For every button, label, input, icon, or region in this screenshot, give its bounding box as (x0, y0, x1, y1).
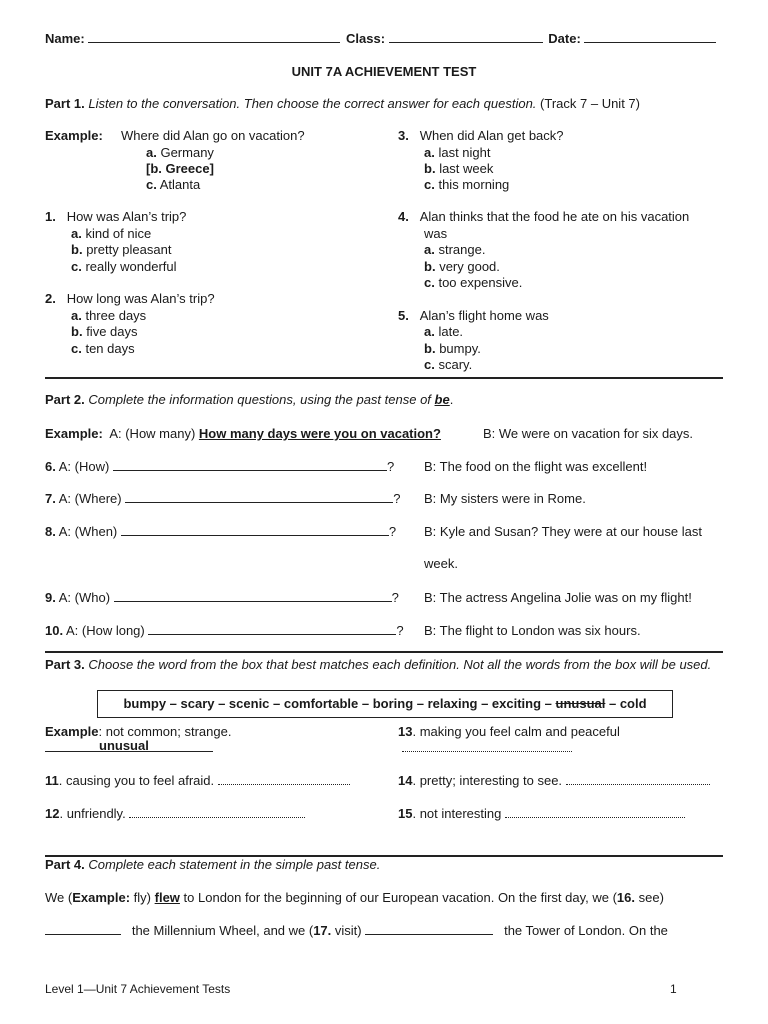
q3-option-c[interactable]: c. this morning (424, 177, 510, 192)
q2-option-b[interactable]: b. five days (71, 324, 138, 339)
q1-option-a[interactable]: a. kind of nice (71, 226, 152, 241)
question-2: 2. How long was Alan’s trip? (45, 291, 215, 306)
q5-option-c[interactable]: c. scary. (424, 357, 473, 372)
part2-item-10: 10. A: (How long) ? (45, 623, 404, 638)
q2-option-a[interactable]: a. three days (71, 308, 147, 323)
part2-example-response: B: We were on vacation for six days. (483, 426, 694, 441)
answer-field-11[interactable] (218, 773, 350, 785)
part3-item-13-line (402, 740, 572, 756)
answer-field-15[interactable] (505, 806, 685, 818)
part2-response-8-cont: week. (424, 556, 458, 571)
part3-item-14: 14. pretty; interesting to see. (398, 773, 710, 789)
part2-item-9: 9. A: (Who) ? (45, 590, 399, 605)
part2-response-9: B: The actress Angelina Jolie was on my flight! (424, 590, 692, 605)
part3-example-answer: unusual (99, 738, 149, 753)
part4-line-2: the Millennium Wheel, and we (17. visit) the Tower of London. On the (45, 923, 723, 939)
part4-line-1: We (Example: fly) flew to London for the beginning of our European vacation. On the first day, we (16. see) (45, 890, 664, 905)
question-1: 1. How was Alan’s trip? (45, 209, 187, 224)
part1-label: Part 1. (45, 96, 85, 111)
part1-instructions (45, 96, 640, 112)
q4-option-a[interactable]: a. strange. (424, 242, 486, 257)
part3-instructions: Part 3. Choose the word from the box that best matches each definition. Not all the words from the box will be used. (45, 657, 712, 672)
section-divider (45, 651, 723, 653)
class-field[interactable] (389, 31, 543, 43)
part2-item-6: 6. A: (How) ? (45, 459, 395, 474)
q5-option-a[interactable]: a. late. (424, 324, 464, 339)
part3-example-answer-line (45, 740, 213, 756)
part3-item-13: 13. making you feel calm and peaceful (398, 724, 620, 739)
part2-response-7: B: My sisters were in Rome. (424, 491, 586, 506)
q3-option-b[interactable]: b. last week (424, 161, 494, 176)
struck-word: unusual (555, 696, 606, 711)
part2-keyword: be (434, 392, 450, 407)
part1-example-answer: [b. Greece] (146, 161, 214, 176)
q4-option-c[interactable]: c. too expensive. (424, 275, 523, 290)
answer-field-12[interactable] (129, 806, 305, 818)
answer-field-14[interactable] (566, 773, 710, 785)
word-box: bumpy – scary – scenic – comfortable – boring – relaxing – exciting – unusual – cold (97, 690, 673, 718)
q1-option-b[interactable]: b. pretty pleasant (71, 242, 172, 257)
part2-example-answer: How many days were you on vacation? (198, 426, 441, 441)
part2-example: Example: A: (How many) How many days were you on vacation? (45, 426, 441, 441)
part4-example-answer: flew (154, 890, 180, 905)
q3-option-a[interactable]: a. last night (424, 145, 491, 160)
part1-example-option: c. Atlanta (146, 177, 201, 192)
date-label: Date: (548, 31, 581, 46)
answer-field-17[interactable] (365, 923, 493, 935)
q1-option-c[interactable]: c. really wonderful (71, 259, 177, 274)
part1-track: (Track 7 – Unit 7) (540, 96, 640, 111)
part1-example-option: a. Germany (146, 145, 214, 160)
answer-field-13[interactable] (402, 740, 572, 752)
header-line (45, 31, 716, 47)
question-4-cont: was (424, 226, 448, 241)
part3-example: Example: not common; strange. (45, 724, 232, 739)
name-label: Name: (45, 31, 85, 46)
class-label: Class: (346, 31, 386, 46)
date-field[interactable] (584, 31, 716, 43)
q5-option-b[interactable]: b. bumpy. (424, 341, 481, 356)
q2-option-c[interactable]: c. ten days (71, 341, 135, 356)
part3-item-12: 12. unfriendly. (45, 806, 305, 822)
answer-field-9[interactable] (114, 590, 392, 602)
page-number: 1 (670, 982, 677, 996)
answer-field-16[interactable] (45, 923, 121, 935)
question-5: 5. Alan’s flight home was (398, 308, 549, 323)
part2-item-7: 7. A: (Where) ? (45, 491, 401, 506)
part2-response-6: B: The food on the flight was excellent! (424, 459, 648, 474)
answer-field-8[interactable] (121, 524, 389, 536)
part2-response-8: B: Kyle and Susan? They were at our house last (424, 524, 702, 539)
question-4: 4. Alan thinks that the food he ate on his vacation (398, 209, 690, 224)
page-title: UNIT 7A ACHIEVEMENT TEST (291, 64, 477, 79)
part3-item-15: 15. not interesting (398, 806, 685, 822)
part1-example-question: Where did Alan go on vacation? (121, 128, 305, 143)
part4-instructions: Part 4. Complete each statement in the simple past tense. (45, 857, 381, 872)
section-divider (45, 377, 723, 379)
q4-option-b[interactable]: b. very good. (424, 259, 500, 274)
footer-text: Level 1—Unit 7 Achievement Tests (45, 982, 231, 996)
answer-field-7[interactable] (125, 491, 393, 503)
answer-field-10[interactable] (148, 623, 396, 635)
part2-response-10: B: The flight to London was six hours. (424, 623, 641, 638)
part3-item-11: 11. causing you to feel afraid. (45, 773, 350, 789)
part1-instruction: Listen to the conversation. Then choose the correct answer for each question. (88, 96, 537, 111)
part2-item-8: 8. A: (When) ? (45, 524, 397, 539)
part2-instructions: Part 2. Complete the information questions, using the past tense of be. (45, 392, 454, 407)
name-field[interactable] (88, 31, 340, 43)
answer-field-6[interactable] (113, 459, 387, 471)
part1-example-label: Example: (45, 128, 103, 143)
question-3: 3. When did Alan get back? (398, 128, 564, 143)
